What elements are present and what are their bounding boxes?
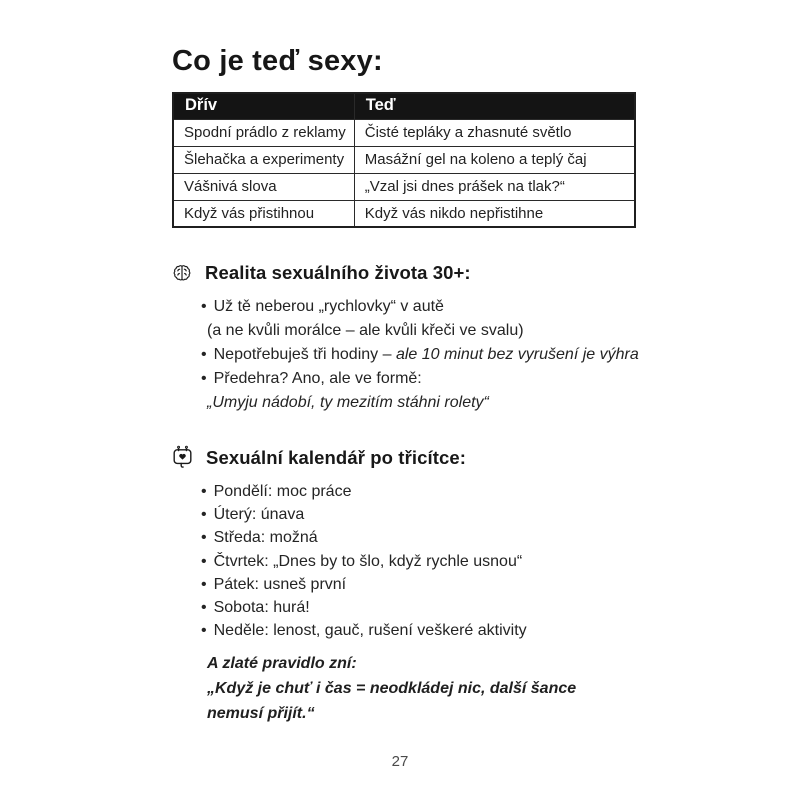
bullet-text: ale 10 minut bez vyrušení je výhra	[395, 346, 639, 363]
bullet-marker: •	[201, 622, 207, 640]
page-title: Co je teď sexy:	[172, 45, 383, 77]
golden-rule	[207, 651, 658, 726]
table-cell: Když vás přistihnou	[173, 200, 354, 227]
bullet-item	[201, 550, 658, 573]
bullet-text: Neděle: lenost, gauč, rušení veškeré aktivity	[213, 622, 527, 640]
table-row	[173, 146, 635, 173]
brain-icon	[172, 263, 192, 283]
bullet-text: Už tě neberou „rychlovky“ v autě	[213, 298, 444, 315]
calendar-heart-icon	[172, 445, 193, 470]
table-cell: Když vás nikdo nepřistihne	[354, 200, 635, 227]
table-cell: Šlehačka a experimenty	[173, 146, 354, 173]
bullet-text: Čtvrtek: „Dnes by to šlo, když rychle usnou“	[213, 552, 523, 570]
section-calendar	[172, 445, 658, 642]
bullet-text: Úterý: únava	[213, 506, 305, 524]
table-row	[173, 119, 635, 146]
bullet-item	[201, 480, 658, 503]
bullet-text: (a ne kvůli morálce – ale kvůli křeči ve svalu)	[207, 322, 524, 339]
bullet-item	[201, 596, 658, 619]
bullet-marker: •	[201, 346, 207, 363]
bullet-text: Nepotřebuješ tři hodiny –	[213, 346, 396, 363]
page-content	[172, 44, 658, 726]
bullet-item	[201, 573, 658, 596]
bullet-text: „Umyju nádobí, ty mezitím stáhni rolety“	[207, 394, 489, 411]
bullet-text: Pátek: usneš první	[213, 575, 347, 593]
table-cell: Spodní prádlo z reklamy	[173, 119, 354, 146]
table-cell: Čisté tepláky a zhasnuté světlo	[354, 119, 635, 146]
section-reality	[172, 262, 658, 415]
bullet-marker: •	[201, 298, 207, 315]
bullet-marker: •	[201, 506, 207, 524]
bullet-item	[201, 295, 658, 319]
bullet-text: Sobota: hurá!	[213, 599, 310, 617]
bullet-marker: •	[201, 552, 207, 570]
section-reality-title: Realita sexuálního života 30+:	[205, 262, 471, 283]
bullet-marker: •	[201, 370, 207, 387]
bullet-marker: •	[201, 483, 207, 500]
table-cell: „Vzal jsi dnes prášek na tlak?“	[354, 173, 635, 200]
bullet-continuation-line	[201, 391, 658, 415]
page-number: 27	[391, 753, 409, 770]
calendar-bullet-list	[201, 480, 658, 642]
bullet-text: Předehra? Ano, ale ve formě:	[213, 370, 422, 387]
bullet-text: Středa: možná	[213, 529, 318, 547]
table-header-cell: Teď	[354, 93, 635, 119]
bullet-marker: •	[201, 529, 207, 547]
bullet-marker: •	[201, 599, 207, 617]
bullet-item	[201, 343, 658, 367]
golden-rule-line: nemusí přijít.“	[207, 705, 315, 723]
bullet-marker: •	[201, 575, 207, 593]
bullet-text: Pondělí: moc práce	[213, 483, 352, 500]
bullet-item	[201, 503, 658, 526]
reality-bullet-list	[201, 295, 658, 415]
bullet-item	[201, 526, 658, 549]
table-cell: Vášnivá slova	[173, 173, 354, 200]
bullet-item	[201, 367, 658, 391]
comparison-table	[172, 92, 636, 228]
section-reality-heading-row	[172, 262, 658, 284]
table-header-cell: Dřív	[173, 93, 354, 119]
table-cell: Masážní gel na koleno a teplý čaj	[354, 146, 635, 173]
table-row	[173, 173, 635, 200]
golden-rule-line: „Když je chuť i čas = neodkládej nic, další šance	[207, 680, 577, 698]
bullet-continuation-line	[201, 319, 658, 343]
golden-rule-line: A zlaté pravidlo zní:	[207, 655, 357, 673]
table-header-row	[173, 93, 635, 119]
bullet-item	[201, 619, 658, 642]
table-row	[173, 200, 635, 227]
section-calendar-heading-row	[172, 445, 658, 470]
section-calendar-title: Sexuální kalendář po třicítce:	[206, 446, 467, 468]
